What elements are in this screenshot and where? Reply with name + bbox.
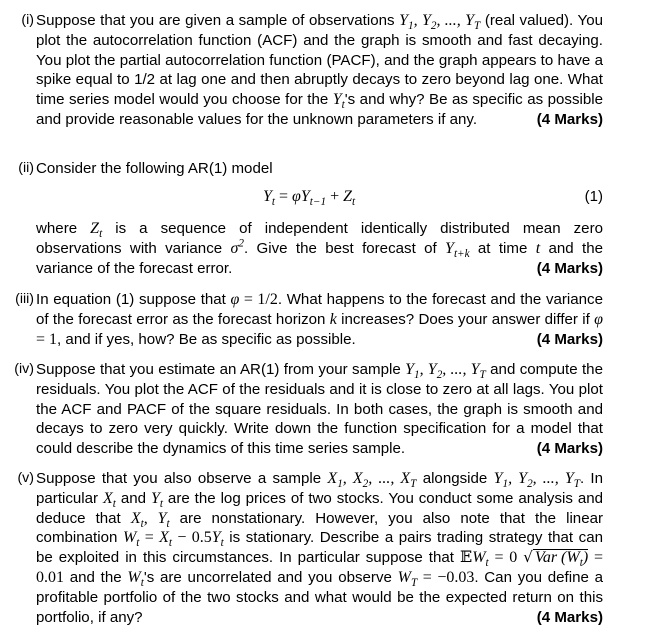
question-text: where $Z_t$ is a sequence of independent identically distributed mean zero observations with variance $\sigma^2$. Give the best forecast of $Y_{t+k}$ at time t and the variance of the forecast error. (4 Marks)	[36, 220, 604, 277]
marks-label: (4 Marks)	[536, 330, 603, 348]
question-intro: Consider the following AR(1) model	[36, 160, 273, 177]
question-text: In equation (1) suppose that φ = 1/2. What happens to the forecast and the variance of the forecast error as the forecast horizon k increases? Does your answer differ if φ = 1, and if yes, how? Be as specific as possible. (4 Marks)	[36, 291, 603, 348]
question-text: Suppose that you estimate an AR(1) from your sample $Y_1$, $Y_2$, ..., $Y_T$ and compute the residuals. You plot the ACF of the residuals and it is close to zero at all lags. You plot the ACF and PACF of the square residuals. In both cases, the graph is smooth and decays to zero very quickly. Write down the function specification for a model that could describe the dynamics of this time series sample. (4 Marks)	[36, 361, 603, 458]
math-Xt-Yt: $X_t$, $Y_t$	[130, 509, 170, 530]
math-Zt: $Z_t$	[90, 220, 103, 241]
math-Y-sequence: $Y_1$, $Y_2$, ..., $Y_T$	[399, 12, 481, 33]
question-text: Suppose that you are given a sample of observations $Y_1$, $Y_2$, ..., $Y_T$ (real valued). You plot the autocorrelation function (ACF) and the graph is smooth and fast decaying. You plot the partial autocorrelation function (PACF), and the graph appears to have a spike equal to 1/2 at lag one and then abruptly decays to zero beyond lag one. What time series model would you choose for the $Y_t's$ and why? Be as specific as possible and provide reasonable values for the unknown parameters if any. (4 Marks)	[36, 12, 603, 128]
marks-label: (4 Marks)	[536, 110, 603, 128]
question-number: (ii)	[18, 160, 34, 176]
marks-label: (4 Marks)	[536, 259, 603, 277]
equation-1	[36, 186, 603, 208]
math-X-sequence: $X_1$, $X_2$, ..., $X_T$	[327, 470, 417, 491]
math-expected-Wt: 𝔼W$_t$ = 0	[459, 549, 518, 570]
math-Y-sequence: $Y_1$, $Y_2$, ..., $Y_T$	[493, 470, 580, 491]
math-Ytk: $Y_{t+k}$	[445, 239, 470, 260]
equation-label: (1)	[584, 188, 603, 205]
math-Wt-definition: $W_t = X_t - 0.5Y_t$	[122, 529, 224, 550]
ar1-equation: $Y_t = \varphi Y_{t-1} + Z_t$	[263, 188, 356, 209]
math-phi-half: φ = 1/2	[230, 291, 278, 308]
math-Xt: $X_t$	[103, 489, 116, 510]
math-sqrt-var-Wt: √ Var $(W_t) = 0.01$	[36, 548, 603, 586]
marks-label: (4 Marks)	[536, 440, 603, 458]
math-k: k	[329, 310, 337, 328]
math-Y-sequence: $Y_1$, $Y_2$, ..., $Y_T$	[405, 361, 486, 382]
math-sigma2: $\sigma^2$	[230, 237, 244, 257]
question-number: (iv)	[14, 361, 34, 377]
math-t: t	[535, 239, 541, 257]
question-text: Suppose that you also observe a sample $X_1$, $X_2$, ..., $X_T$ alongside $Y_1$, $Y_2$, ..., $Y_T$. In particular $X_t$ and $Y_t$ are the log prices of two stocks. You conduct some analysis and deduce that $X_t$, $Y_t$ are nonstationary. However, you also note that the linear combination $W_t = X_t - 0.5Y_t$ is stationary. Describe a pairs trading strategy that can be exploited in this circumstances. In particular suppose that 𝔼W$_t$ = 0 √ Var $(W_t) = 0.01$ and the $W_t's$ are uncorrelated and you observe $W_T = -0.03$. Can you define a profitable portfolio of the two stocks and what would be the expected return on this portfolio, if any? (4 Marks)	[36, 470, 604, 626]
question-number: (iii)	[15, 291, 34, 307]
math-WT-value: $W_T = -0.03$	[397, 568, 475, 590]
math-Yt: $Y_t$	[332, 91, 345, 112]
math-Yt: $Y_t$	[150, 489, 163, 510]
math-phi-one: φ = 1	[36, 310, 603, 348]
question-number: (v)	[17, 470, 34, 486]
math-Wt: $W_t$	[127, 568, 144, 590]
marks-label: (4 Marks)	[536, 608, 603, 626]
question-number: (i)	[21, 12, 34, 28]
